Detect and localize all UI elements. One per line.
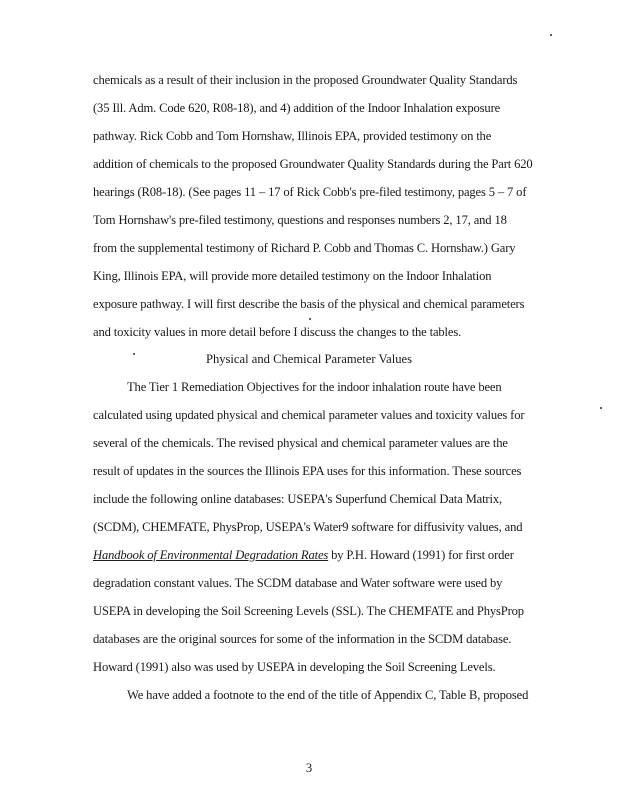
scan-speck bbox=[600, 407, 602, 409]
scan-speck bbox=[550, 34, 552, 36]
body-line-with-citation bbox=[93, 548, 514, 562]
scan-speck bbox=[133, 353, 135, 355]
body-line: Howard (1991) also was used by USEPA in developing the Soil Screening Levels. bbox=[93, 660, 496, 674]
body-line: We have added a footnote to the end of the title of Appendix C, Table B, proposed bbox=[127, 688, 529, 702]
body-line: degradation constant values. The SCDM database and Water software were used by bbox=[93, 576, 503, 590]
body-line: USEPA in developing the Soil Screening Levels (SSL). The CHEMFATE and PhysProp bbox=[93, 604, 524, 618]
body-line: exposure pathway. I will first describe the basis of the physical and chemical parameters bbox=[93, 297, 525, 311]
body-line: (35 Ill. Adm. Code 620, R08-18), and 4) addition of the Indoor Inhalation exposure bbox=[93, 101, 501, 115]
scan-speck bbox=[309, 318, 311, 320]
body-line: databases are the original sources for some of the information in the SCDM database. bbox=[93, 632, 512, 646]
body-line: The Tier 1 Remediation Objectives for the indoor inhalation route have been bbox=[127, 380, 502, 394]
body-line: result of updates in the sources the Illinois EPA uses for this information. These sources bbox=[93, 464, 522, 478]
body-line: several of the chemicals. The revised physical and chemical parameter values are the bbox=[93, 436, 508, 450]
body-line: from the supplemental testimony of Richard P. Cobb and Thomas C. Hornshaw.) Gary bbox=[93, 241, 516, 255]
body-line: pathway. Rick Cobb and Tom Hornshaw, Illinois EPA, provided testimony on the bbox=[93, 129, 492, 143]
body-line: and toxicity values in more detail before I discuss the changes to the tables. bbox=[93, 325, 462, 339]
section-heading: Physical and Chemical Parameter Values bbox=[205, 352, 413, 366]
body-line: addition of chemicals to the proposed Groundwater Quality Standards during the Part 620 bbox=[93, 157, 533, 171]
body-line: calculated using updated physical and chemical parameter values and toxicity values for bbox=[93, 408, 525, 422]
body-line: Tom Hornshaw's pre-filed testimony, questions and responses numbers 2, 17, and 18 bbox=[93, 213, 507, 227]
body-line: chemicals as a result of their inclusion in the proposed Groundwater Quality Standards bbox=[93, 73, 518, 87]
body-line: hearings (R08-18). (See pages 11 – 17 of Rick Cobb's pre-filed testimony, pages 5 – 7 of bbox=[93, 185, 527, 199]
body-line: include the following online databases: USEPA's Superfund Chemical Data Matrix, bbox=[93, 492, 502, 506]
body-line: King, Illinois EPA, will provide more detailed testimony on the Indoor Inhalation bbox=[93, 269, 492, 283]
body-line: (SCDM), CHEMFATE, PhysProp, USEPA's Water9 software for diffusivity values, and bbox=[93, 520, 523, 534]
page-number: 3 bbox=[305, 761, 313, 775]
book-title: Handbook of Environmental Degradation Rates bbox=[93, 548, 329, 562]
citation-rest: by P.H. Howard (1991) for first order bbox=[328, 548, 514, 562]
